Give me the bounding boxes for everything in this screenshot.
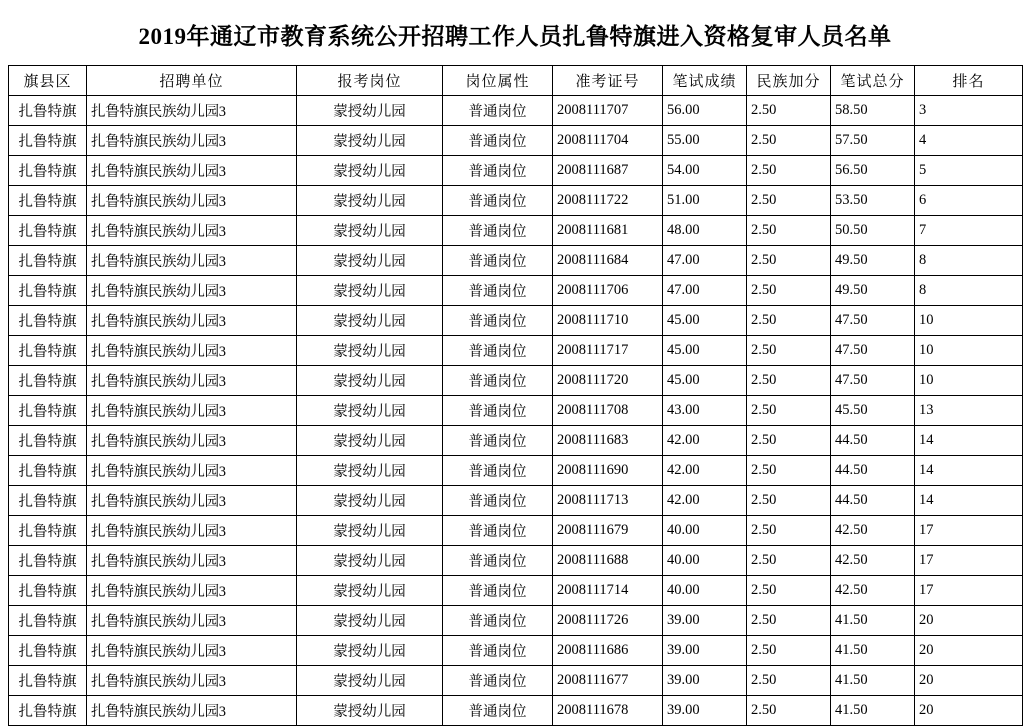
table-cell: 2.50: [747, 696, 831, 726]
table-cell: 扎鲁特旗民族幼儿园3: [87, 126, 297, 156]
table-row: [9, 186, 1023, 216]
table-cell: 扎鲁特旗民族幼儿园3: [87, 426, 297, 456]
table-cell: 普通岗位: [443, 186, 553, 216]
table-cell: 2.50: [747, 156, 831, 186]
table-row: [9, 576, 1023, 606]
table-row: [9, 636, 1023, 666]
table-cell: 2.50: [747, 576, 831, 606]
roster-table: [8, 65, 1023, 726]
table-cell: 2008111708: [553, 396, 663, 426]
table-row: [9, 426, 1023, 456]
table-row: [9, 696, 1023, 726]
table-cell: 45.00: [663, 366, 747, 396]
table-cell: 45.00: [663, 306, 747, 336]
table-cell: 2.50: [747, 456, 831, 486]
table-cell: 扎鲁特旗民族幼儿园3: [87, 666, 297, 696]
table-cell: 扎鲁特旗: [9, 516, 87, 546]
table-cell: 10: [915, 336, 1023, 366]
table-cell: 47.00: [663, 246, 747, 276]
table-cell: 51.00: [663, 186, 747, 216]
table-cell: 扎鲁特旗: [9, 246, 87, 276]
column-header: 笔试成绩: [663, 66, 747, 96]
page-title: 2019年通辽市教育系统公开招聘工作人员扎鲁特旗进入资格复审人员名单: [138, 24, 892, 49]
table-row: [9, 156, 1023, 186]
table-row: [9, 396, 1023, 426]
table-cell: 2008111688: [553, 546, 663, 576]
table-cell: 扎鲁特旗民族幼儿园3: [87, 486, 297, 516]
table-cell: 2.50: [747, 246, 831, 276]
table-row: [9, 516, 1023, 546]
table-cell: 扎鲁特旗民族幼儿园3: [87, 576, 297, 606]
table-cell: 39.00: [663, 666, 747, 696]
table-row: [9, 126, 1023, 156]
table-cell: 47.50: [831, 306, 915, 336]
table-cell: 扎鲁特旗民族幼儿园3: [87, 516, 297, 546]
table-cell: 14: [915, 426, 1023, 456]
table-cell: 42.50: [831, 576, 915, 606]
table-cell: 蒙授幼儿园: [297, 636, 443, 666]
table-row: [9, 246, 1023, 276]
table-cell: 扎鲁特旗: [9, 576, 87, 606]
table-cell: 54.00: [663, 156, 747, 186]
table-cell: 14: [915, 456, 1023, 486]
table-cell: 扎鲁特旗民族幼儿园3: [87, 246, 297, 276]
table-cell: 普通岗位: [443, 666, 553, 696]
table-cell: 扎鲁特旗: [9, 126, 87, 156]
table-cell: 2.50: [747, 396, 831, 426]
table-row: [9, 486, 1023, 516]
table-cell: 普通岗位: [443, 126, 553, 156]
table-cell: 2008111710: [553, 306, 663, 336]
column-header: 报考岗位: [297, 66, 443, 96]
table-cell: 普通岗位: [443, 426, 553, 456]
table-cell: 49.50: [831, 246, 915, 276]
table-cell: 40.00: [663, 516, 747, 546]
table-cell: 扎鲁特旗: [9, 426, 87, 456]
table-cell: 41.50: [831, 606, 915, 636]
table-cell: 蒙授幼儿园: [297, 96, 443, 126]
table-cell: 蒙授幼儿园: [297, 696, 443, 726]
table-cell: 20: [915, 696, 1023, 726]
table-cell: 蒙授幼儿园: [297, 426, 443, 456]
table-cell: 6: [915, 186, 1023, 216]
table-cell: 2008111687: [553, 156, 663, 186]
table-cell: 蒙授幼儿园: [297, 306, 443, 336]
table-cell: 10: [915, 306, 1023, 336]
table-cell: 39.00: [663, 606, 747, 636]
table-cell: 扎鲁特旗民族幼儿园3: [87, 216, 297, 246]
table-cell: 45.50: [831, 396, 915, 426]
table-cell: 蒙授幼儿园: [297, 126, 443, 156]
table-cell: 扎鲁特旗民族幼儿园3: [87, 186, 297, 216]
table-cell: 17: [915, 516, 1023, 546]
table-cell: 8: [915, 276, 1023, 306]
table-cell: 2008111683: [553, 426, 663, 456]
table-cell: 扎鲁特旗民族幼儿园3: [87, 696, 297, 726]
table-cell: 普通岗位: [443, 216, 553, 246]
table-cell: 10: [915, 366, 1023, 396]
column-header: 民族加分: [747, 66, 831, 96]
table-cell: 2008111678: [553, 696, 663, 726]
table-cell: 49.50: [831, 276, 915, 306]
table-cell: 2.50: [747, 366, 831, 396]
table-cell: 40.00: [663, 576, 747, 606]
table-cell: 48.00: [663, 216, 747, 246]
table-cell: 蒙授幼儿园: [297, 276, 443, 306]
table-cell: 扎鲁特旗: [9, 306, 87, 336]
table-cell: 2.50: [747, 336, 831, 366]
table-cell: 41.50: [831, 696, 915, 726]
table-cell: 2.50: [747, 486, 831, 516]
table-cell: 39.00: [663, 696, 747, 726]
table-cell: 44.50: [831, 486, 915, 516]
table-row: [9, 216, 1023, 246]
table-cell: 普通岗位: [443, 516, 553, 546]
table-cell: 扎鲁特旗民族幼儿园3: [87, 396, 297, 426]
table-cell: 扎鲁特旗: [9, 456, 87, 486]
table-row: [9, 336, 1023, 366]
table-cell: 扎鲁特旗: [9, 216, 87, 246]
column-header: 旗县区: [9, 66, 87, 96]
table-cell: 扎鲁特旗民族幼儿园3: [87, 156, 297, 186]
table-cell: 42.50: [831, 516, 915, 546]
table-cell: 2008111681: [553, 216, 663, 246]
table-cell: 普通岗位: [443, 636, 553, 666]
table-cell: 2008111707: [553, 96, 663, 126]
table-cell: 2.50: [747, 426, 831, 456]
table-row: [9, 96, 1023, 126]
table-cell: 普通岗位: [443, 576, 553, 606]
table-cell: 蒙授幼儿园: [297, 216, 443, 246]
column-header: 岗位属性: [443, 66, 553, 96]
table-cell: 普通岗位: [443, 366, 553, 396]
table-cell: 扎鲁特旗民族幼儿园3: [87, 306, 297, 336]
table-cell: 17: [915, 576, 1023, 606]
table-row: [9, 606, 1023, 636]
table-cell: 扎鲁特旗民族幼儿园3: [87, 636, 297, 666]
table-cell: 扎鲁特旗民族幼儿园3: [87, 96, 297, 126]
table-cell: 2.50: [747, 606, 831, 636]
table-cell: 2.50: [747, 546, 831, 576]
table-cell: 扎鲁特旗: [9, 606, 87, 636]
table-row: [9, 306, 1023, 336]
table-cell: 蒙授幼儿园: [297, 516, 443, 546]
table-cell: 58.50: [831, 96, 915, 126]
column-header: 排名: [915, 66, 1023, 96]
table-cell: 2008111714: [553, 576, 663, 606]
column-header: 笔试总分: [831, 66, 915, 96]
table-cell: 2.50: [747, 126, 831, 156]
table-cell: 蒙授幼儿园: [297, 366, 443, 396]
table-cell: 扎鲁特旗: [9, 186, 87, 216]
table-cell: 普通岗位: [443, 606, 553, 636]
table-cell: 扎鲁特旗: [9, 156, 87, 186]
table-cell: 5: [915, 156, 1023, 186]
table-cell: 扎鲁特旗: [9, 636, 87, 666]
table-cell: 2.50: [747, 96, 831, 126]
table-cell: 2008111717: [553, 336, 663, 366]
table-cell: 17: [915, 546, 1023, 576]
table-row: [9, 546, 1023, 576]
table-cell: 普通岗位: [443, 486, 553, 516]
table-cell: 普通岗位: [443, 396, 553, 426]
table-cell: 42.00: [663, 456, 747, 486]
table-cell: 2008111720: [553, 366, 663, 396]
table-cell: 扎鲁特旗民族幼儿园3: [87, 366, 297, 396]
table-cell: 50.50: [831, 216, 915, 246]
table-cell: 2008111690: [553, 456, 663, 486]
table-cell: 2.50: [747, 306, 831, 336]
table-header-row: [9, 66, 1023, 96]
table-cell: 44.50: [831, 426, 915, 456]
table-cell: 20: [915, 636, 1023, 666]
table-cell: 2008111704: [553, 126, 663, 156]
table-cell: 2.50: [747, 516, 831, 546]
table-cell: 扎鲁特旗民族幼儿园3: [87, 546, 297, 576]
table-cell: 3: [915, 96, 1023, 126]
table-cell: 57.50: [831, 126, 915, 156]
table-cell: 普通岗位: [443, 696, 553, 726]
table-cell: 扎鲁特旗: [9, 696, 87, 726]
table-cell: 55.00: [663, 126, 747, 156]
table-cell: 45.00: [663, 336, 747, 366]
table-cell: 43.00: [663, 396, 747, 426]
table-cell: 14: [915, 486, 1023, 516]
table-cell: 53.50: [831, 186, 915, 216]
table-cell: 扎鲁特旗: [9, 546, 87, 576]
table-cell: 2008111686: [553, 636, 663, 666]
table-cell: 42.00: [663, 426, 747, 456]
table-cell: 扎鲁特旗: [9, 336, 87, 366]
table-cell: 蒙授幼儿园: [297, 576, 443, 606]
table-cell: 2008111726: [553, 606, 663, 636]
table-cell: 蒙授幼儿园: [297, 606, 443, 636]
table-cell: 20: [915, 666, 1023, 696]
table-cell: 56.00: [663, 96, 747, 126]
table-cell: 扎鲁特旗民族幼儿园3: [87, 336, 297, 366]
table-cell: 42.50: [831, 546, 915, 576]
table-cell: 2.50: [747, 186, 831, 216]
column-header: 准考证号: [553, 66, 663, 96]
table-cell: 7: [915, 216, 1023, 246]
table-cell: 扎鲁特旗: [9, 486, 87, 516]
table-cell: 2008111706: [553, 276, 663, 306]
table-cell: 蒙授幼儿园: [297, 156, 443, 186]
table-header: [9, 66, 1023, 96]
table-cell: 2.50: [747, 276, 831, 306]
table-cell: 40.00: [663, 546, 747, 576]
table-cell: 蒙授幼儿园: [297, 456, 443, 486]
table-cell: 2.50: [747, 216, 831, 246]
table-cell: 蒙授幼儿园: [297, 486, 443, 516]
table-cell: 蒙授幼儿园: [297, 336, 443, 366]
table-row: [9, 666, 1023, 696]
table-cell: 2008111684: [553, 246, 663, 276]
table-cell: 2.50: [747, 636, 831, 666]
table-cell: 47.00: [663, 276, 747, 306]
table-cell: 42.00: [663, 486, 747, 516]
table-cell: 普通岗位: [443, 546, 553, 576]
table-cell: 扎鲁特旗民族幼儿园3: [87, 606, 297, 636]
table-cell: 普通岗位: [443, 306, 553, 336]
table-cell: 蒙授幼儿园: [297, 246, 443, 276]
table-cell: 蒙授幼儿园: [297, 666, 443, 696]
table-cell: 8: [915, 246, 1023, 276]
table-cell: 扎鲁特旗: [9, 366, 87, 396]
table-cell: 2008111722: [553, 186, 663, 216]
table-cell: 扎鲁特旗民族幼儿园3: [87, 456, 297, 486]
table-cell: 扎鲁特旗: [9, 396, 87, 426]
table-cell: 扎鲁特旗: [9, 96, 87, 126]
table-cell: 47.50: [831, 366, 915, 396]
table-cell: 44.50: [831, 456, 915, 486]
table-cell: 41.50: [831, 636, 915, 666]
table-cell: 20: [915, 606, 1023, 636]
table-body: [9, 96, 1023, 726]
table-cell: 普通岗位: [443, 456, 553, 486]
table-cell: 2.50: [747, 666, 831, 696]
table-row: [9, 366, 1023, 396]
table-cell: 普通岗位: [443, 276, 553, 306]
table-row: [9, 456, 1023, 486]
table-cell: 2008111677: [553, 666, 663, 696]
table-cell: 普通岗位: [443, 96, 553, 126]
table-cell: 普通岗位: [443, 336, 553, 366]
table-cell: 4: [915, 126, 1023, 156]
table-cell: 蒙授幼儿园: [297, 186, 443, 216]
table-cell: 13: [915, 396, 1023, 426]
table-cell: 2008111679: [553, 516, 663, 546]
table-cell: 56.50: [831, 156, 915, 186]
table-cell: 蒙授幼儿园: [297, 396, 443, 426]
table-cell: 39.00: [663, 636, 747, 666]
table-cell: 47.50: [831, 336, 915, 366]
table-cell: 蒙授幼儿园: [297, 546, 443, 576]
table-cell: 普通岗位: [443, 156, 553, 186]
table-cell: 扎鲁特旗: [9, 276, 87, 306]
table-cell: 扎鲁特旗: [9, 666, 87, 696]
column-header: 招聘单位: [87, 66, 297, 96]
table-row: [9, 276, 1023, 306]
table-cell: 扎鲁特旗民族幼儿园3: [87, 276, 297, 306]
table-cell: 普通岗位: [443, 246, 553, 276]
table-cell: 41.50: [831, 666, 915, 696]
table-cell: 2008111713: [553, 486, 663, 516]
